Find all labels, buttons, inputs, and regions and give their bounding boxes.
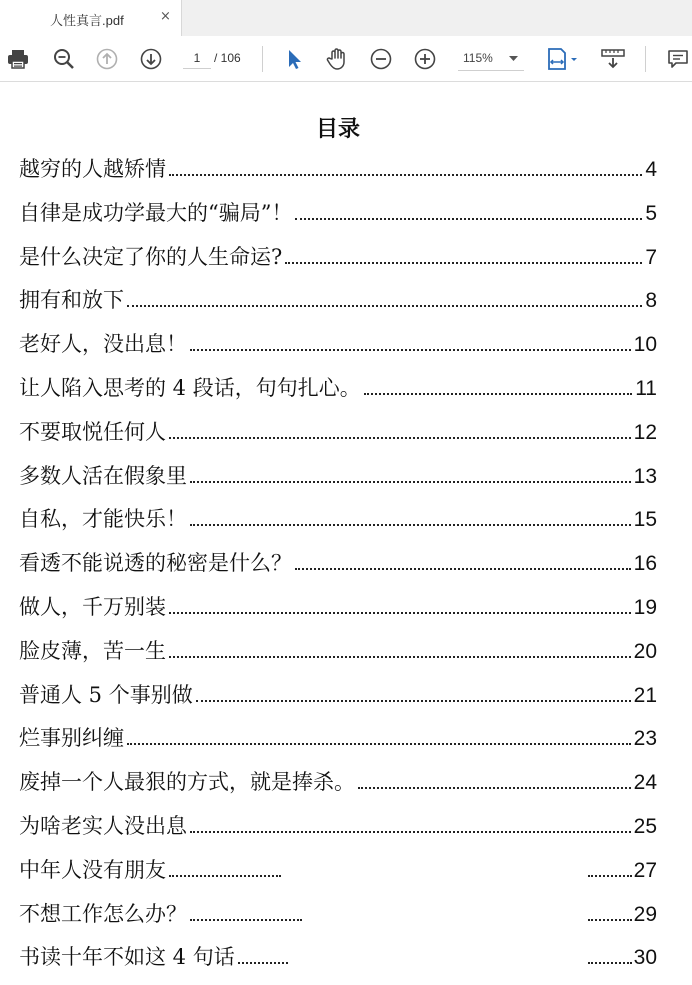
toc-leader bbox=[238, 961, 288, 964]
hand-tool-icon bbox=[325, 47, 349, 71]
toc-entry-page: 20 bbox=[633, 639, 657, 663]
toc-entry[interactable] bbox=[19, 328, 657, 372]
toc-leader bbox=[190, 480, 631, 483]
toc-entry[interactable] bbox=[19, 941, 657, 985]
toc-entry-title: 为啥老实人没出息 bbox=[19, 813, 187, 838]
toc-entry-title: 越穷的人越矫情 bbox=[19, 157, 166, 181]
toc-entry-page: 4 bbox=[645, 158, 657, 181]
toolbar-divider bbox=[262, 46, 263, 72]
toc-entry-title: 废掉一个人最狠的方式，就是捧杀。 bbox=[19, 770, 355, 795]
toc-entry[interactable] bbox=[19, 372, 657, 416]
toc-leader bbox=[127, 304, 642, 307]
toc-entry[interactable] bbox=[19, 460, 657, 504]
rotate-view-icon bbox=[600, 47, 626, 71]
toc-entry[interactable] bbox=[19, 679, 657, 723]
zoom-out-search-icon bbox=[53, 48, 75, 70]
toc-entry-title: 书读十年不如这 4 句话 bbox=[19, 945, 235, 970]
toc-leader bbox=[295, 567, 631, 570]
toc-entry[interactable] bbox=[19, 766, 657, 810]
toc-leader-group bbox=[166, 874, 634, 883]
toc-leader bbox=[196, 699, 631, 702]
toc-entry-title: 不想工作怎么办？ bbox=[19, 901, 187, 926]
toolbar-divider bbox=[645, 46, 646, 72]
page-total: / 106 bbox=[214, 51, 241, 65]
toc-entry-page: 15 bbox=[633, 508, 657, 532]
toc-entry[interactable] bbox=[19, 241, 657, 285]
toc-entry-title: 拥有和放下 bbox=[19, 288, 124, 313]
toc-entry[interactable] bbox=[19, 722, 657, 766]
toc-entry-page: 16 bbox=[633, 552, 657, 576]
toc-entry-title: 普通人 5 个事别做 bbox=[19, 682, 193, 707]
zoom-out-search-button[interactable] bbox=[50, 36, 78, 82]
toc-entry[interactable] bbox=[19, 197, 657, 241]
toc-leader bbox=[364, 392, 632, 395]
tab-title: 人性真言.pdf bbox=[50, 13, 124, 28]
toc-leader bbox=[169, 611, 631, 614]
toc-entry[interactable] bbox=[19, 503, 657, 547]
toc-leader bbox=[190, 523, 631, 526]
toc-entry-page: 11 bbox=[635, 376, 657, 400]
toc-entry-page: 5 bbox=[645, 201, 657, 225]
toc-leader bbox=[588, 961, 632, 964]
print-button[interactable] bbox=[4, 36, 32, 82]
next-page-button[interactable] bbox=[137, 36, 165, 82]
prev-page-icon bbox=[96, 48, 118, 70]
zoom-dropdown-icon[interactable] bbox=[509, 56, 518, 62]
next-page-icon bbox=[140, 48, 162, 70]
toc-entry-page: 24 bbox=[633, 771, 657, 795]
toc-leader bbox=[190, 348, 631, 351]
toc-leader bbox=[169, 655, 631, 658]
toc-entry-title: 自私，才能快乐！ bbox=[19, 507, 187, 532]
tab-bar bbox=[0, 0, 692, 36]
print-icon bbox=[7, 48, 29, 70]
page-number-input[interactable] bbox=[183, 48, 211, 69]
toc-entry-page: 12 bbox=[633, 420, 657, 444]
toc-list bbox=[19, 153, 657, 985]
prev-page-button[interactable] bbox=[93, 36, 121, 82]
toc-entry-page: 10 bbox=[633, 333, 657, 357]
zoom-out-button[interactable] bbox=[367, 36, 395, 82]
toc-entry[interactable] bbox=[19, 810, 657, 854]
toc-entry[interactable] bbox=[19, 591, 657, 635]
toc-entry[interactable] bbox=[19, 898, 657, 942]
toc-entry-page: 21 bbox=[633, 683, 657, 707]
hand-tool-button[interactable] bbox=[322, 36, 352, 82]
toc-entry[interactable] bbox=[19, 284, 657, 328]
toc-entry-page: 8 bbox=[645, 289, 657, 313]
document-tab[interactable] bbox=[0, 0, 182, 36]
toc-entry-title: 看透不能说透的秘密是什么？ bbox=[19, 551, 292, 576]
toc-entry-title: 多数人活在假象里 bbox=[19, 463, 187, 488]
toc-entry-title: 中年人没有朋友 bbox=[19, 857, 166, 882]
toc-entry-title: 不要取悦任何人 bbox=[19, 419, 166, 444]
toc-title: 目录 bbox=[315, 116, 360, 142]
toc-leader bbox=[169, 874, 281, 877]
toc-leader bbox=[169, 173, 642, 176]
toc-entry-page: 30 bbox=[633, 946, 657, 970]
toc-entry[interactable] bbox=[19, 854, 657, 898]
toc-entry-title: 老好人，没出息！ bbox=[19, 332, 187, 357]
zoom-value: 115% bbox=[463, 51, 493, 65]
toc-entry-title: 脸皮薄，苦一生 bbox=[19, 638, 166, 663]
toolbar bbox=[0, 36, 692, 82]
zoom-plus-icon bbox=[414, 48, 436, 70]
toc-entry-page: 7 bbox=[645, 245, 657, 269]
toc-entry[interactable] bbox=[19, 416, 657, 460]
toc-leader bbox=[169, 436, 631, 439]
toc-entry-page: 23 bbox=[633, 727, 657, 751]
toc-leader bbox=[285, 261, 642, 264]
toc-entry-title: 是什么决定了你的人生命运? bbox=[19, 244, 283, 269]
fit-page-button[interactable] bbox=[543, 36, 581, 82]
toc-entry-title: 自律是成功学最大的“骗局”！ bbox=[19, 200, 293, 225]
fit-page-icon bbox=[545, 46, 579, 72]
toc-entry-title: 做人，千万别装 bbox=[19, 594, 166, 619]
toc-entry-page: 27 bbox=[633, 858, 657, 882]
comment-button[interactable] bbox=[664, 36, 692, 82]
toc-entry-page: 13 bbox=[633, 464, 657, 488]
toc-entry[interactable] bbox=[19, 635, 657, 679]
toc-entry[interactable] bbox=[19, 547, 657, 591]
toc-entry[interactable] bbox=[19, 153, 657, 197]
zoom-in-button[interactable] bbox=[411, 36, 439, 82]
toc-entry-page: 25 bbox=[633, 814, 657, 838]
toc-leader bbox=[358, 786, 631, 789]
select-cursor-icon bbox=[283, 48, 305, 70]
toc-leader-group bbox=[187, 918, 634, 927]
toc-leader-group bbox=[235, 961, 634, 970]
toc-entry-page: 19 bbox=[633, 595, 657, 619]
select-tool-button[interactable] bbox=[280, 36, 308, 82]
toc-leader bbox=[588, 918, 632, 921]
close-icon[interactable]: × bbox=[160, 9, 171, 24]
toc-entry-title: 让人陷入思考的 4 段话，句句扎心。 bbox=[19, 375, 361, 400]
document-page bbox=[0, 82, 692, 978]
toc-leader bbox=[127, 742, 631, 745]
toc-leader bbox=[588, 874, 632, 877]
zoom-minus-icon bbox=[370, 48, 392, 70]
toc-leader bbox=[190, 918, 302, 921]
toc-leader bbox=[295, 217, 642, 220]
toc-leader bbox=[190, 830, 631, 833]
rotate-view-button[interactable] bbox=[598, 36, 628, 82]
toc-entry-page: 29 bbox=[633, 902, 657, 926]
toc-entry-title: 烂事别纠缠 bbox=[19, 726, 124, 751]
comment-icon bbox=[667, 48, 689, 70]
